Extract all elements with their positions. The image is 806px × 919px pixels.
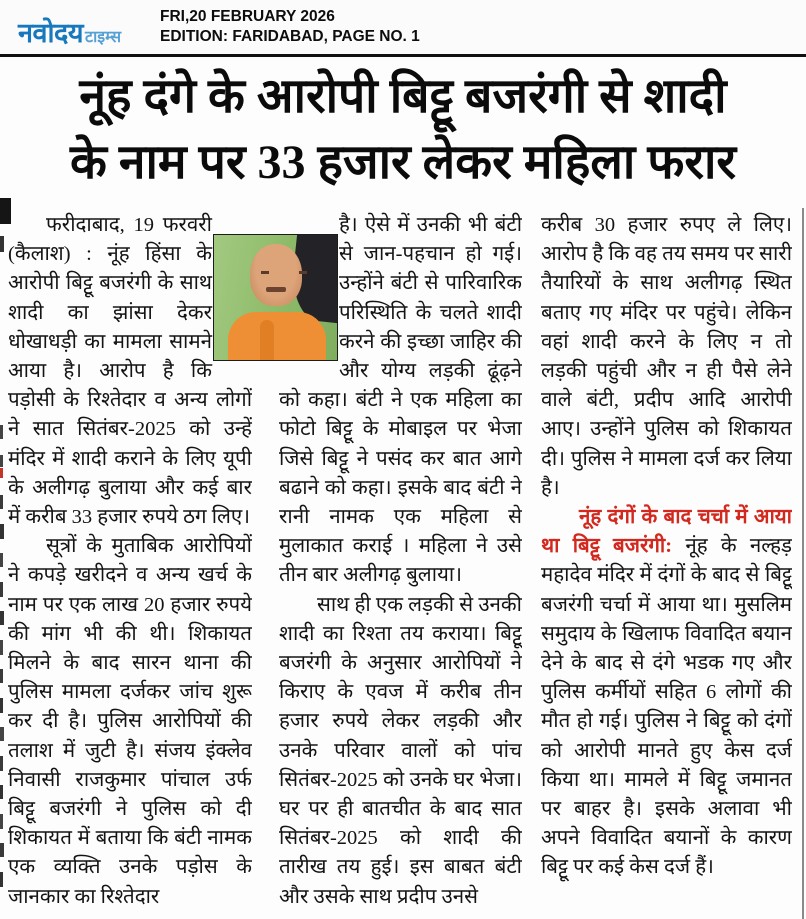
paragraph: साथ ही एक लड़की से उनकी शादी का रिश्ता तय कराया। बिट्टू बजरंगी के अनुसार आरोपियों ने किराए के एवज में करीब तीन हजार रुपये लेकर लड़की और उनके परिवार वालों को पांच सितंबर-2025 को उनके घर भेजा। घर पर ही बातचीत के बाद सात सितंबर-2025 को शादी की तारीख तय हुई। इस बाबत बंटी और उसके साथ प्रदीप उनसे: [279, 593, 522, 908]
scan-edge-fragment: [0, 582, 3, 597]
newspaper-logo: [18, 13, 121, 50]
photo-subject-saffron-robe: [228, 312, 326, 360]
logo-text-main: नवोदय: [18, 18, 83, 48]
scan-edge-fragment: [0, 669, 3, 683]
article-headline: [0, 64, 806, 196]
headline-line-2: के नाम पर 33 हजार लेकर महिला फरार: [69, 136, 737, 189]
scan-edge-fragment: [0, 872, 3, 887]
scan-edge-fragment: [0, 785, 3, 799]
scan-edge-fragment: [0, 425, 3, 439]
scan-edge-fragment: [0, 698, 3, 713]
scan-edge-line: [802, 208, 804, 919]
scan-edge-fragment: [0, 727, 4, 741]
header-divider: [0, 54, 806, 57]
bittu-bajrangi-photo: [213, 234, 338, 361]
photo-robe-fold: [260, 320, 274, 360]
photo-subject-mustache: [266, 287, 286, 292]
date-line: FRI,20 FEBRUARY 2026: [160, 8, 335, 25]
scan-edge-fragment: [0, 814, 3, 829]
scan-edge-fragment: [0, 236, 4, 252]
headline-line-1: नूंह दंगे के आरोपी बिट्टू बजरंगी से शादी: [79, 70, 727, 123]
scan-edge-fragment: [0, 553, 3, 567]
scan-edge-fragment: [0, 640, 3, 655]
edition-line: EDITION: FARIDABAD, PAGE NO. 1: [160, 28, 420, 45]
paragraph-text: नूंह के नल्हड़ महादेव मंदिर में दंगों के बाद से बिट्टू बजरंगी चर्चा में आया था। मुसलिम समुदाय के खिलाफ विवादित बयान देने के बाद से दंगे भडक गए और पुलिस कर्मीयों सहित 6 लोगों की मौत हो गई। पुलिस ने बिट्टू को दंगों को आरोपी मानते हुए केस दर्ज किया था। मामले में बिट्टू जमानत पर बाहर है। इसके अलावा भी अपने विवादित बयानों के कारण बिट्टू पर कई केस दर्ज हैं।: [541, 535, 792, 879]
scan-edge-fragment: [0, 611, 4, 625]
scan-edge-fragment: [0, 468, 3, 478]
paragraph: करीब 30 हजार रुपए ले लिए। आरोप है कि वह तय समय पर सारी तैयारियों के साथ अलीगढ़ स्थित बताए गए मंदिर पर पहुंचे। लेकिन वहां शादी करने के लिए न तो लड़की पहुंची और न ही पैसे लेने वाले बंटी, प्रदीप आदि आरोपी आए। उन्होंने पुलिस को शिकायत दी। पुलिस ने मामला दर्ज कर लिया है।: [541, 214, 792, 499]
photo-subject-head: [250, 244, 302, 306]
photo-subject-eyes: [261, 271, 307, 274]
red-subhead: नूंह दंगों के बाद चर्चा में आया था बिट्टू बजरंगी:: [541, 506, 792, 558]
scan-edge-fragment: [0, 843, 4, 857]
edition-info: [160, 7, 420, 47]
scan-edge-fragment: [0, 524, 4, 539]
scan-edge-fragment: [0, 455, 3, 467]
article-column-3: [541, 211, 792, 919]
scan-edge-fragment: [0, 756, 3, 771]
scan-edge-fragment: [0, 198, 11, 224]
paragraph: सूत्रों के मुताबिक आरोपियों ने कपड़े खरीदने व अन्य खर्च के नाम पर एक लाख 20 हजार रुपये की मांग भी की थी। शिकायत मिलने के बाद सारन थाना की पुलिस मामला दर्जकर जांच शुरू कर दी है। पुलिस आरोपियों की तलाश में जुटी है। संजय इंक्लेव निवासी राजकुमार पांचाल उर्फ बिट्टू बजरंगी ने पुलिस को दी शिकायत में बताया कि बंटी नामक एक व्यक्ति उनके पड़ोस के जानकार का रिश्तेदार: [8, 535, 252, 908]
scan-edge-fragment: [0, 495, 3, 509]
paragraph: फरीदाबाद, 19 फरवरी (कैलाश) : नूंह हिंसा के आरोपी बिट्टू बजरंगी के साथ शादी का झांसा देकर धोखाधड़ी का मामला सामने आया है। आरोप है कि पड़ोसी के रिश्तेदार व अन्य लोगों ने सात सितंबर-2025 को उन्हें मंदिर में शादी कराने के लिए यूपी के अलीगढ़ बुलाया और कई बार में करीब 33 हजार रुपये ठग लिए।: [8, 214, 252, 529]
paragraph: है। ऐसे में उनकी भी बंटी से जान-पहचान हो गई। उन्होंने बंटी से पारिवारिक परिस्थिति के चलते शादी करने की इच्छा जाहिर की और योग्य लड़की ढूंढ़ने को कहा। बंटी ने एक महिला का फोटो बिट्टू के मोबाइल पर भेजा जिसे बिट्टू ने पसंद कर बात आगे बढाने को कहा। इसके बाद बंटी ने रानी नामक एक महिला से मुलाकात कराई । महिला ने उसे तीन बार अलीगढ़ बुलाया।: [279, 214, 522, 587]
logo-text-sub: टाइम्स: [85, 29, 122, 46]
masthead: [0, 0, 806, 54]
paragraph-with-subhead: [541, 503, 792, 883]
